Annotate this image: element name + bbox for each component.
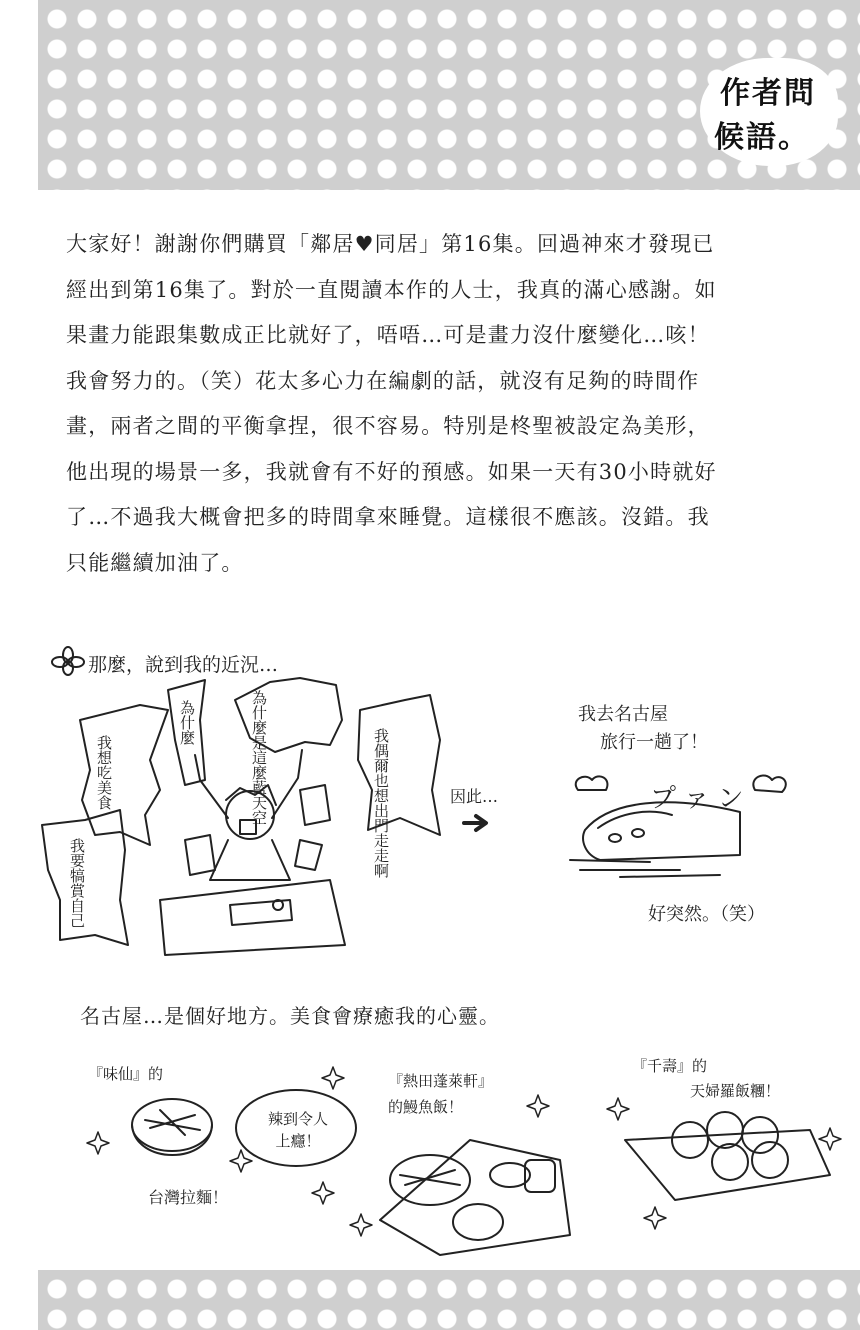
- misen-label: 『味仙』的: [88, 1065, 164, 1083]
- paragraph-line: 只能繼續加油了。: [66, 550, 244, 575]
- paragraph-line: 他出現的場景一多，我就會有不好的預感。如果一天有30小時就好: [66, 459, 717, 484]
- speech-bubble-want-food: [80, 705, 168, 845]
- trip-caption: 好突然。（笑）: [648, 904, 765, 925]
- therefore-label: 因此…: [450, 787, 499, 806]
- ramen-label: 台灣拉麵！: [148, 1188, 229, 1207]
- paragraph-line: 經出到第16集了。對於一直閱讀本作的人士，我真的滿心感謝。如: [66, 277, 717, 302]
- paragraph-line: 大家好！謝謝你們購買「鄰居♥同居」第16集。回過神來才發現已: [66, 232, 715, 256]
- title-line-2: 候語。: [714, 120, 810, 155]
- flying-paper: [300, 785, 330, 825]
- train-sound-effect: プァン: [650, 784, 752, 814]
- trip-line-2: 旅行一趟了！: [600, 732, 708, 753]
- ramen-bowl-drawing: [132, 1099, 212, 1155]
- bubble-text-reward: 我要犒賞自己: [68, 838, 86, 928]
- flying-paper: [295, 840, 322, 870]
- paragraph-line: 了…不過我大概會把多的時間拿來睡覺。這樣很不應該。沒錯。我: [66, 505, 710, 529]
- spicy-speech-text: 辣到令人上癮！: [267, 1110, 328, 1150]
- tenmusu-plate-drawing: [625, 1112, 830, 1200]
- paragraph-line: 我會努力的。（笑）花太多心力在編劇的話，就沒有足夠的時間作: [66, 368, 700, 393]
- arrow-icon: [464, 816, 486, 830]
- author-character: [195, 750, 302, 880]
- eel-meal-tray-drawing: [380, 1140, 570, 1255]
- bubble-text-why: 為什麼: [178, 700, 196, 745]
- speech-bubble-go-out: [358, 695, 440, 878]
- title-line-1: 作者問: [720, 76, 816, 111]
- trip-line-1: 我去名古屋: [578, 704, 668, 725]
- bottom-polka-dot-band: [38, 1270, 860, 1330]
- tenmusu-label: 天婦羅飯糰！: [690, 1082, 781, 1100]
- flying-paper: [185, 835, 215, 875]
- bubble-text-blue-sky: 為什麼是這麼藍天空: [250, 690, 268, 825]
- desk: [160, 880, 345, 955]
- paragraph-line: 果畫力能跟集數成正比就好了，唔唔…可是畫力沒什麼變化…咳！: [66, 323, 710, 347]
- nagoya-line: 名古屋…是個好地方。美食會療癒我的心靈。: [80, 1004, 500, 1028]
- bubble-text-want-food: 我想吃美食: [95, 735, 113, 810]
- hitsumabushi-label: 的鰻魚飯！: [388, 1098, 464, 1116]
- paragraph-line: 畫，兩者之間的平衡拿捏，很不容易。特別是柊聖被設定為美形，: [66, 414, 710, 438]
- bubble-text-go-out: 我偶爾也想出門走走啊: [372, 728, 390, 878]
- section-heading: 那麼，說到我的近況…: [88, 654, 279, 676]
- horaiken-label: 『熱田蓬萊軒』: [388, 1072, 494, 1090]
- senju-label: 『千壽』的: [632, 1057, 708, 1075]
- flower-icon: [52, 647, 84, 675]
